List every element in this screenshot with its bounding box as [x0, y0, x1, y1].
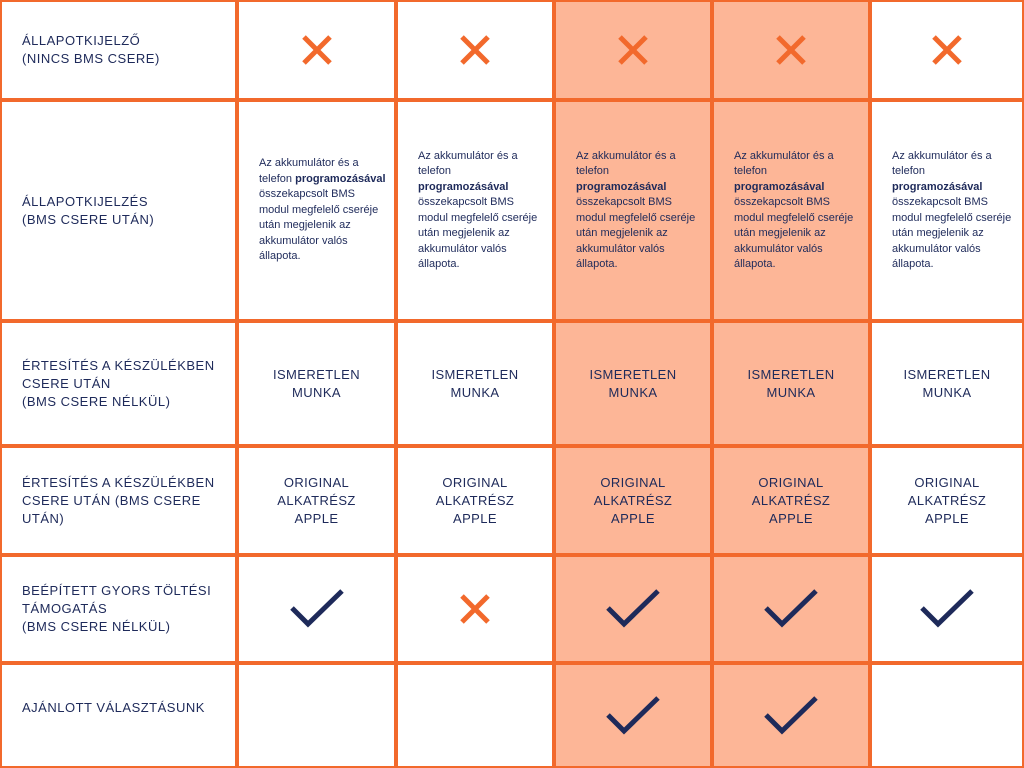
table-cell: [554, 100, 712, 321]
cross-icon: [458, 33, 492, 67]
label-line: CSERE UTÁN (BMS CSERE: [22, 492, 201, 508]
table-cell: [870, 321, 1024, 446]
description-text: Az akkumulátor és a telefon programozásával összekapcsolt BMS modul megfelelő cseréje után megjelenik az akkumulátor valós állapota.: [576, 149, 696, 270]
row-label-text: [2, 474, 215, 528]
status-tag: ISMERETLEN MUNKA: [903, 366, 991, 400]
row-label-text: [2, 193, 154, 229]
row-label-text: [2, 357, 215, 411]
row-label: [0, 321, 237, 446]
label-line: (NINCS BMS CSERE): [22, 51, 160, 66]
status-tag: ISMERETLEN MUNKA: [747, 366, 835, 400]
table-cell: [396, 446, 554, 555]
table-cell: [554, 555, 712, 663]
table-cell: [870, 446, 1024, 555]
table-cell: [237, 446, 396, 555]
label-line: (BMS CSERE NÉLKÜL): [22, 393, 171, 409]
table-cell: [712, 663, 870, 768]
row-label: [0, 555, 237, 663]
table-cell: [554, 663, 712, 768]
table-cell: [396, 555, 554, 663]
table-cell: [237, 555, 396, 663]
cross-icon: [930, 33, 964, 67]
check-icon: [919, 588, 975, 630]
check-icon: [605, 588, 661, 630]
status-tag: ORIGINAL ALKATRÉSZ APPLE: [277, 474, 356, 526]
cross-icon: [616, 33, 650, 67]
cross-icon: [458, 592, 492, 626]
table-cell: [396, 321, 554, 446]
label-line: ÁLLAPOTKIJELZŐ: [22, 33, 141, 48]
status-tag: ORIGINAL ALKATRÉSZ APPLE: [907, 474, 987, 526]
label-line: (BMS CSERE NÉLKÜL): [22, 619, 171, 634]
label-line: (BMS CSERE UTÁN): [22, 211, 155, 227]
table-cell: [870, 663, 1024, 768]
description-text: Az akkumulátor és a telefon programozásával összekapcsolt BMS modul megfelelő cseréje után megjelenik az akkumulátor valós állapota.: [259, 157, 386, 263]
table-cell: [396, 0, 554, 100]
check-icon: [763, 695, 819, 737]
table-cell: [554, 446, 712, 555]
label-line: ÉRTESÍTÉS A KÉSZÜLÉKBEN: [22, 357, 215, 373]
label-line: AJÁNLOTT VÁLASZTÁSUNK: [22, 700, 205, 715]
table-cell: [237, 100, 396, 321]
description-text: Az akkumulátor és a telefon programozásával összekapcsolt BMS modul megfelelő cseréje után megjelenik az akkumulátor valós állapota.: [418, 149, 538, 270]
status-tag: ISMERETLEN MUNKA: [431, 366, 519, 400]
status-tag: ISMERETLEN MUNKA: [272, 366, 361, 400]
table-cell: [554, 321, 712, 446]
row-label-text: [2, 665, 205, 717]
table-cell: [870, 0, 1024, 100]
label-line: UTÁN): [22, 510, 65, 526]
row-label-text: [2, 582, 211, 636]
table-cell: [870, 100, 1024, 321]
table-cell: [712, 321, 870, 446]
label-line: ÉRTESÍTÉS A KÉSZÜLÉKBEN: [22, 474, 215, 490]
description-text: Az akkumulátor és a telefon programozásával összekapcsolt BMS modul megfelelő cseréje után megjelenik az akkumulátor valós állapota.: [734, 149, 854, 270]
row-label: [0, 446, 237, 555]
table-cell: [870, 555, 1024, 663]
check-icon: [763, 588, 819, 630]
label-line: CSERE UTÁN: [22, 375, 111, 391]
description-text: Az akkumulátor és a telefon programozásával összekapcsolt BMS modul megfelelő cseréje után megjelenik az akkumulátor valós állapota.: [892, 149, 1012, 270]
row-label: [0, 0, 237, 100]
cross-icon: [774, 33, 808, 67]
table-cell: [712, 0, 870, 100]
status-tag: ORIGINAL ALKATRÉSZ APPLE: [593, 474, 673, 526]
row-label-text: [2, 32, 160, 68]
table-cell: [396, 663, 554, 768]
table-cell: [554, 0, 712, 100]
table-cell: [237, 321, 396, 446]
label-line: TÁMOGATÁS: [22, 601, 108, 616]
table-cell: [712, 446, 870, 555]
row-label: [0, 663, 237, 768]
label-line: ÁLLAPOTKIJELZÉS: [22, 193, 148, 209]
status-tag: ORIGINAL ALKATRÉSZ APPLE: [751, 474, 831, 526]
table-cell: [396, 100, 554, 321]
row-label: [0, 100, 237, 321]
cross-icon: [300, 33, 334, 67]
table-cell: [237, 663, 396, 768]
status-tag: ORIGINAL ALKATRÉSZ APPLE: [435, 474, 515, 526]
check-icon: [605, 695, 661, 737]
table-cell: [237, 0, 396, 100]
table-cell: [712, 100, 870, 321]
label-line: BEÉPÍTETT GYORS TÖLTÉSI: [22, 583, 212, 598]
table-cell: [712, 555, 870, 663]
check-icon: [289, 588, 345, 630]
status-tag: ISMERETLEN MUNKA: [589, 366, 677, 400]
